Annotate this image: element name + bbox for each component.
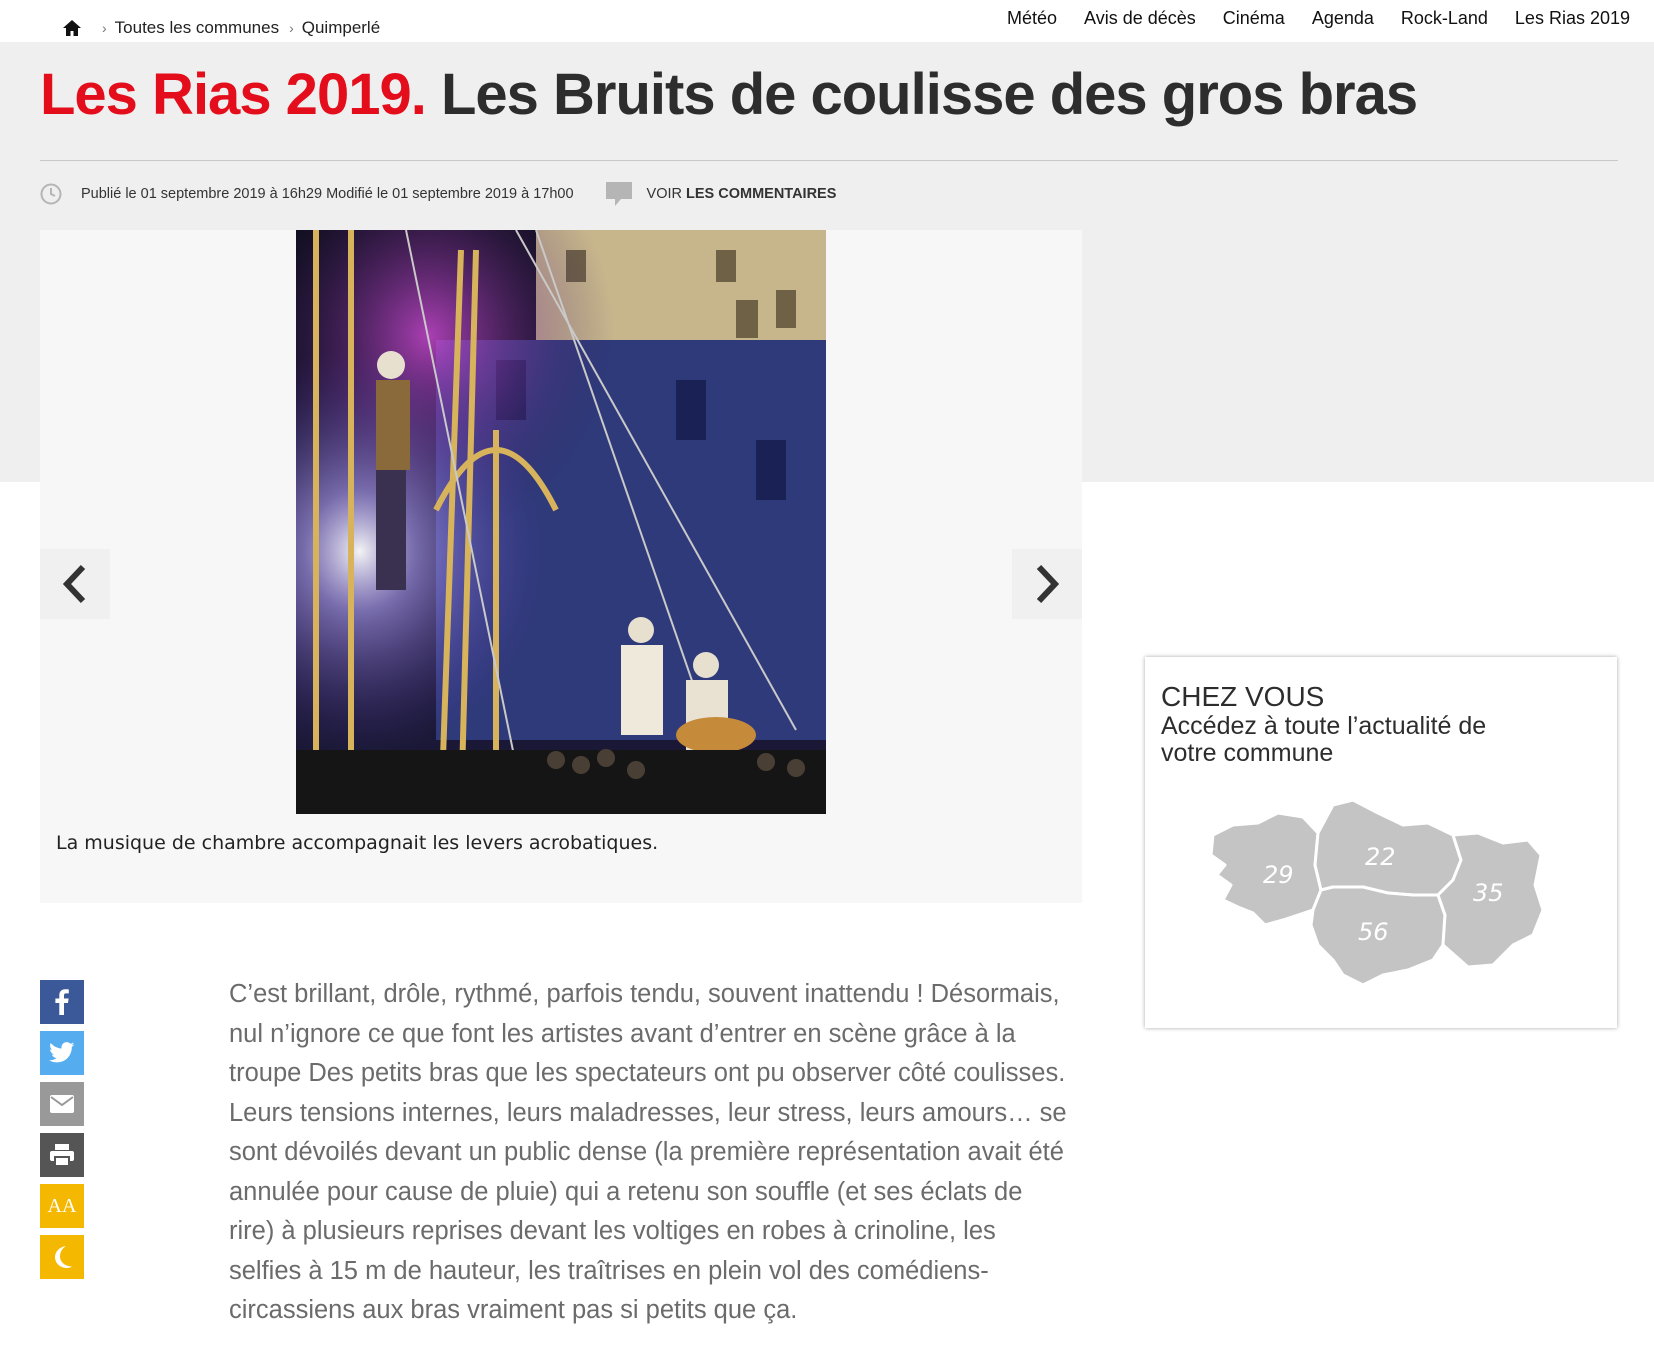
nav-cinema[interactable]: Cinéma <box>1222 8 1285 28</box>
night-mode-button[interactable] <box>40 1235 84 1279</box>
department-35-label[interactable]: 35 <box>1473 879 1504 907</box>
brittany-map[interactable] <box>1203 795 1553 995</box>
title-divider <box>40 160 1618 161</box>
breadcrumb-quimperle[interactable]: Quimperlé <box>301 18 381 37</box>
email-share-button[interactable] <box>40 1082 84 1126</box>
department-56-label[interactable]: 56 <box>1358 918 1389 946</box>
photo-caption: La musique de chambre accompagnait les levers acrobatiques. <box>56 832 659 854</box>
department-29-label[interactable]: 29 <box>1263 861 1294 889</box>
article-photo[interactable] <box>296 230 826 814</box>
top-bar <box>0 0 1654 42</box>
publication-date: Publié le 01 septembre 2019 à 16h29 Modifié le 01 septembre 2019 à 17h00 <box>81 186 574 202</box>
breadcrumb-all-communes[interactable]: Toutes les communes <box>114 18 280 37</box>
article-title <box>40 58 1417 132</box>
email-icon <box>49 1094 75 1114</box>
share-toolbar <box>40 980 84 1286</box>
font-size-button[interactable] <box>40 1184 84 1228</box>
breadcrumb <box>62 18 380 38</box>
facebook-share-button[interactable] <box>40 980 84 1024</box>
nav-avis-deces[interactable]: Avis de décès <box>1084 8 1196 28</box>
widget-title: CHEZ VOUS <box>1161 681 1325 712</box>
night-mode-icon <box>50 1244 74 1270</box>
widget-subtitle: Accédez à toute l’actualité de votre commune <box>1161 712 1487 767</box>
chevron-right-icon <box>1034 564 1060 604</box>
twitter-share-button[interactable] <box>40 1031 84 1075</box>
article-meta <box>40 182 836 206</box>
comments-prefix: VOIR <box>646 186 682 202</box>
chevron-right-icon: › <box>289 20 294 36</box>
top-navigation <box>980 8 1630 29</box>
department-22-label[interactable]: 22 <box>1365 843 1396 871</box>
nav-meteo[interactable]: Météo <box>1007 8 1058 28</box>
font-size-icon: AA <box>47 1194 77 1217</box>
comment-icon[interactable] <box>605 181 633 207</box>
next-photo-button[interactable] <box>1012 549 1082 619</box>
facebook-icon <box>55 989 69 1015</box>
clock-icon <box>40 183 62 205</box>
comments-link[interactable] <box>647 186 837 202</box>
article-kicker: Les Rias 2019. <box>40 62 426 127</box>
home-icon[interactable] <box>62 19 82 37</box>
article-headline: Les Bruits de coulisse des gros bras <box>440 62 1418 127</box>
nav-les-rias[interactable]: Les Rias 2019 <box>1514 8 1630 28</box>
twitter-icon <box>49 1042 75 1064</box>
comments-label: LES COMMENTAIRES <box>686 186 837 202</box>
chevron-right-icon: › <box>102 20 107 36</box>
print-icon <box>49 1143 75 1167</box>
chez-vous-widget[interactable] <box>1145 657 1617 1028</box>
nav-rock-land[interactable]: Rock-Land <box>1400 8 1488 28</box>
article-body: C’est brillant, drôle, rythmé, parfois tendu, souvent inattendu ! Désormais, nul n’ignore ce que font les artistes avant d’entrer en scène grâce à la troupe Des petits bras que les spectateurs ont pu observer côté coulisses. Leurs tensions internes, leurs maladresses, leur stress, leurs amours… se sont dévoilés devant un public dense (la première représentation avait été annulée pour cause de pluie) qui a retenu son souffle (et ses éclats de rire) à plusieurs reprises devant les voltiges en robes à crinoline, les selfies à 15 m de hauteur, les traîtrises en plein vol des comédiens-circassiens aux bras vraiment pas si petits que ça. <box>229 980 1067 1324</box>
photo-gallery <box>40 230 1082 903</box>
nav-agenda[interactable]: Agenda <box>1311 8 1374 28</box>
chevron-left-icon <box>62 564 88 604</box>
print-button[interactable] <box>40 1133 84 1177</box>
previous-photo-button[interactable] <box>40 549 110 619</box>
